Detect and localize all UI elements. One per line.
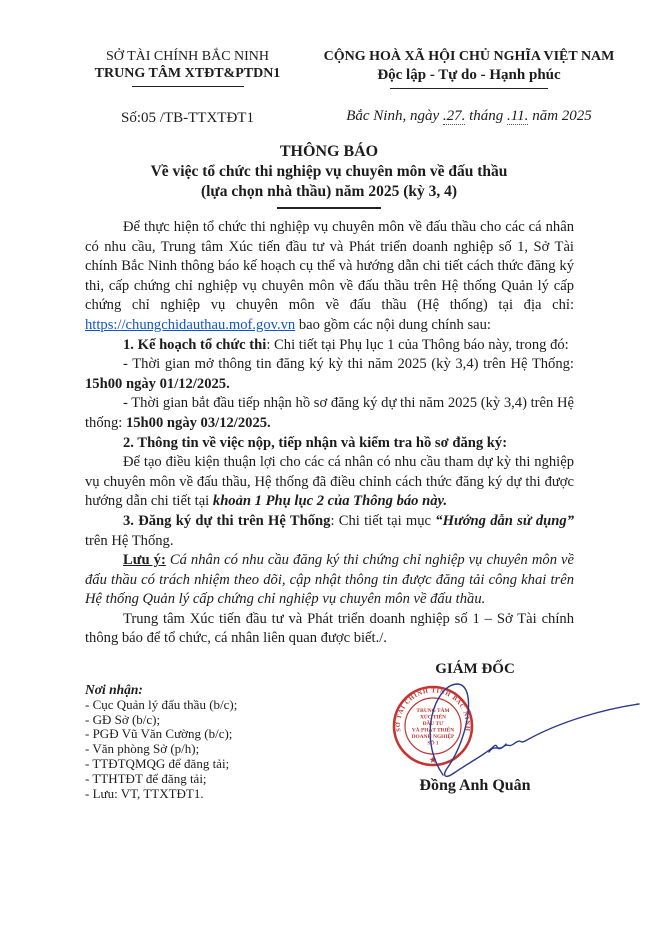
section3-heading: 3. Đăng ký dự thi trên Hệ Thống bbox=[123, 512, 331, 529]
section2-paragraph bbox=[85, 453, 574, 512]
document-footer bbox=[0, 657, 658, 907]
date-mid: tháng bbox=[465, 108, 508, 124]
document-subject-line1: Về việc tổ chức thi nghiệp vụ chuyên môn về đấu thầu bbox=[150, 163, 508, 180]
motto-underline bbox=[390, 88, 548, 89]
stamp-ring-text: SỞ TÀI CHÍNH TỈNH BẮC NINH bbox=[394, 687, 472, 733]
note-label: Lưu ý: bbox=[123, 552, 166, 569]
recipient-item: - TTHTĐT để đăng tải; bbox=[85, 770, 207, 786]
bullet2-text: - Thời gian bắt đầu tiếp nhận hồ sơ đăng ký dự thi năm 2025 (kỳ 3,4) trên Hệ thống: bbox=[85, 395, 574, 431]
section3-paragraph bbox=[85, 512, 574, 551]
recipient-item: - Lưu: VT, TTXTĐT1. bbox=[85, 785, 204, 801]
signer-name: Đồng Anh Quân bbox=[419, 777, 531, 795]
issuing-org-block bbox=[0, 48, 320, 127]
recipient-item: - PGĐ Vũ Văn Cường (b/c); bbox=[85, 726, 233, 742]
stamp-line: DOANH NGHIỆP bbox=[411, 734, 455, 741]
stamp-line: SỐ 1 bbox=[427, 740, 439, 747]
recipient-item: - Văn phòng Sở (p/h); bbox=[85, 741, 200, 757]
date-day: .27. bbox=[442, 108, 466, 124]
section1-bullet2 bbox=[85, 394, 574, 433]
date-suffix: năm 2025 bbox=[528, 108, 592, 124]
stamp-line: XÚC TIẾN bbox=[419, 714, 447, 721]
document-body bbox=[0, 209, 658, 649]
title-block bbox=[0, 142, 658, 209]
bullet1-text: - Thời gian mở thông tin đăng ký kỳ thi năm 2025 (kỳ 3,4) trên Hệ Thống: bbox=[123, 356, 574, 373]
closing-text: Trung tâm Xúc tiến đầu tư và Phát triển doanh nghiệp số 1 – Sở Tài chính thông báo để tổ chức, cá nhân liên quan được biết./. bbox=[85, 610, 574, 647]
recipients-label: Nơi nhận: bbox=[85, 682, 143, 698]
intro-after-link: bao gồm các nội dung chính sau: bbox=[295, 316, 491, 333]
date-month: .11. bbox=[507, 108, 529, 124]
note-paragraph bbox=[85, 551, 574, 610]
recipient-item: - Cục Quản lý đấu thầu (b/c); bbox=[85, 696, 238, 712]
place-date-line bbox=[320, 108, 618, 125]
bullet1-deadline: 15h00 ngày 01/12/2025. bbox=[85, 375, 230, 392]
section2-text: Để tạo điều kiện thuận lợi cho các cá nhân có nhu cầu tham dự kỳ thi nghiệp vụ chuyên môn về đấu thầu, Hệ thống đã điều chỉnh cách thức đăng ký dự thi được hướng dẫn chi tiết tại bbox=[85, 454, 574, 510]
org-name: TRUNG TÂM XTĐT&PTDN1 bbox=[94, 66, 281, 81]
section3-tail: trên Hệ Thống. bbox=[85, 532, 174, 549]
section1-heading-paragraph bbox=[85, 336, 574, 356]
closing-paragraph bbox=[85, 610, 574, 649]
section2-heading-paragraph bbox=[85, 434, 574, 454]
handwritten-signature-icon bbox=[347, 675, 647, 785]
org-underline bbox=[132, 86, 244, 87]
intro-paragraph bbox=[85, 218, 574, 336]
recipient-item: - TTĐTQMQG để đăng tải; bbox=[85, 756, 230, 772]
org-parent-name: SỞ TÀI CHÍNH BẮC NINH bbox=[105, 49, 270, 64]
document-header bbox=[0, 0, 658, 127]
date-prefix: Bắc Ninh, ngày bbox=[346, 108, 443, 124]
bullet2-deadline: 15h00 ngày 03/12/2025. bbox=[125, 414, 271, 431]
document-number: Số:05 /TB-TTXTĐT1 bbox=[121, 110, 254, 126]
stamp-star-icon: ★ bbox=[429, 755, 437, 765]
signer-title: GIÁM ĐỐC bbox=[435, 661, 515, 678]
stamp-line: TRUNG TÂM bbox=[416, 708, 450, 715]
national-motto-line1: CỘNG HOÀ XÃ HỘI CHỦ NGHĨA VIỆT NAM bbox=[323, 49, 615, 64]
section1-rest: : Chi tiết tại Phụ lục 1 của Thông báo này, trong đó: bbox=[266, 336, 569, 353]
section3-quote: “Hướng dẫn sử dụng” bbox=[435, 512, 574, 529]
section2-heading: 2. Thông tin về việc nộp, tiếp nhận và kiểm tra hồ sơ đăng ký: bbox=[123, 434, 508, 451]
stamp-line: VÀ PHÁT TRIỂN bbox=[411, 727, 455, 734]
document-subject-line2: (lựa chọn nhà thầu) năm 2025 (kỳ 3, 4) bbox=[200, 182, 458, 200]
intro-text: Để thực hiện tổ chức thi nghiệp vụ chuyên môn về đấu thầu cho các cá nhân có nhu cầu, Trung tâm Xúc tiến đầu tư và Phát triển doanh nghiệp số 1, Sở Tài chính Bắc Ninh thông báo kế hoạch cụ thể và hướng dẫn chi tiết cách thức đăng ký thi, cấp chứng chỉ nghiệp vụ chuyên môn về đấu thầu trên Hệ thống Quản lý cấp chứng chỉ nghiệp vụ chuyên môn về đấu thầu (Hệ thống) tại địa chỉ: bbox=[85, 219, 574, 314]
national-header-block bbox=[320, 48, 658, 127]
stamp-line: ĐẦU TƯ bbox=[422, 721, 444, 728]
section3-mid: : Chi tiết tại mục bbox=[330, 512, 436, 529]
document-type-title: THÔNG BÁO bbox=[279, 143, 379, 160]
note-text: Cá nhân có nhu cầu đăng ký thi chứng chỉ nghiệp vụ chuyên môn về đấu thầu có trách nhiệm theo dõi, cập nhật thông tin được đăng tải công khai trên Hệ thống Quản lý cấp chứng chỉ nghiệp vụ chuyên môn về đấu thầu. bbox=[85, 552, 574, 608]
section1-heading: 1. Kế hoạch tổ chức thi bbox=[123, 336, 267, 353]
section1-bullet1 bbox=[85, 355, 574, 394]
recipients-block bbox=[85, 683, 237, 801]
section2-reference: khoản 1 Phụ lục 2 của Thông báo này. bbox=[212, 493, 448, 510]
system-url-link[interactable]: https://chungchidauthau.mof.gov.vn bbox=[85, 316, 296, 333]
national-motto-line2: Độc lập - Tự do - Hạnh phúc bbox=[377, 67, 561, 83]
recipient-item: - GĐ Sở (b/c); bbox=[85, 711, 161, 727]
